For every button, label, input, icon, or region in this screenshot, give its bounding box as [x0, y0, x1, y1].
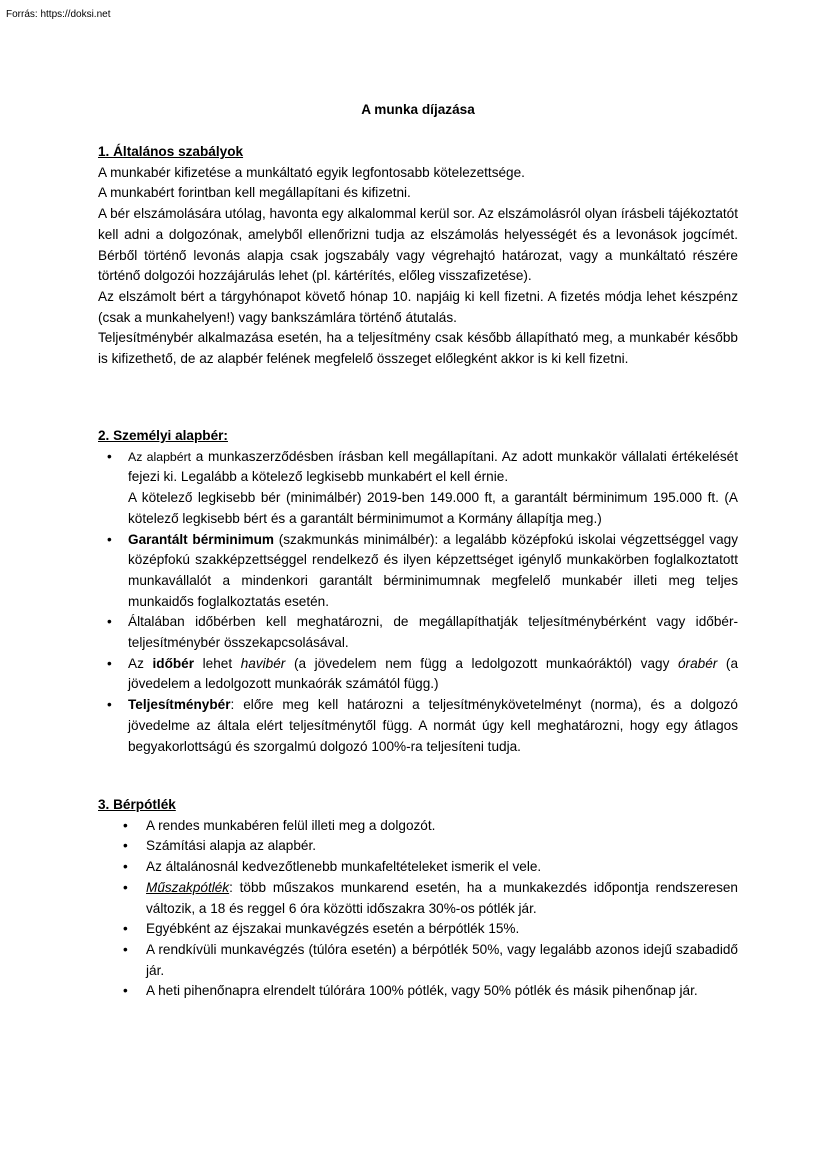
- section-heading: 3. Bérpótlék: [98, 797, 176, 812]
- list-item: • A rendes munkabéren felül illeti meg a dolgozót.: [98, 816, 738, 837]
- list-item: • Számítási alapja az alapbér.: [98, 836, 738, 857]
- list-item: • Az alapbért a munkaszerződésben írásban kell megállapítani. Az adott munkakör vállalati értékelését fejezi ki. Legalább a kötelező legkisebb munkabért el kell érnie.: [98, 447, 738, 488]
- page-title: A munka díjazása: [361, 102, 475, 117]
- list-item: • Egyébként az éjszakai munkavégzés esetén a bérpótlék 15%.: [98, 919, 738, 940]
- bullet-list: [98, 816, 738, 1002]
- section-general-rules: [98, 142, 738, 370]
- bullet-list: [98, 530, 738, 758]
- list-item: • Általában időbérben kell meghatározni, de megállapíthatják teljesítménybérként vagy időbér-teljesítménybér összekapcsolásával.: [98, 612, 738, 653]
- paragraph: Teljesítménybér alkalmazása esetén, ha a teljesítmény csak később állapítható meg, a munkabér később is kifizethető, de az alapbér felének megfelelő összeget előlegként akkor is ki kell fizetni.: [98, 330, 738, 367]
- list-item: • Teljesítménybér: előre meg kell határozni a teljesítménykövetelményt (norma), és a dolgozó jövedelme az általa elért teljesítménytől függ. A normát úgy kell meghatározni, hogy egy átlagos begyakorlottságú és szorgalmú dolgozó 100%-ra teljesíteni tudja.: [98, 695, 738, 757]
- list-item: • Az időbér lehet havibér (a jövedelem nem függ a ledolgozott munkaóráktól) vagy órabér (a jövedelem a ledolgozott munkaórák számától függ.): [98, 654, 738, 695]
- paragraph: A munkabért forintban kell megállapítani és kifizetni.: [98, 185, 411, 201]
- list-item: • Műszakpótlék: több műszakos munkarend esetén, ha a munkakezdés időpontja rendszeresen változik, a 18 és reggel 6 óra közötti időszakra 30%-os pótlék jár.: [98, 878, 738, 919]
- list-item: • A heti pihenőnapra elrendelt túlórára 100% pótlék, vagy 50% pótlék és másik pihenőnap jár.: [98, 981, 738, 1002]
- section-heading: 1. Általános szabályok: [98, 144, 244, 159]
- list-item: • Garantált bérminimum (szakmunkás minimálbér): a legalább középfokú iskolai végzettséggel vagy középfokú szakképzettséggel rendelkező és ilyen képzettséget igénylő munkakörben foglalkoztatott munkavállalót a mindenkori garantált bérminimumnak megfelelő munkabér illeti meg teljes munkaidős foglalkoztatás esetén.: [98, 530, 738, 613]
- section-base-wage: [98, 426, 738, 757]
- source-label: Forrás: https://doksi.net: [6, 9, 111, 20]
- list-item: • Az általánosnál kedvezőtlenebb munkafeltételeket ismerik el vele.: [98, 857, 738, 878]
- paragraph: A munkabér kifizetése a munkáltató egyik legfontosabb kötelezettsége.: [98, 164, 525, 180]
- paragraph: Az elszámolt bért a tárgyhónapot követő hónap 10. napjáig ki kell fizetni. A fizetés módja lehet készpénz (csak a munkahelyen!) vagy bankszámlára történő átutalás.: [98, 288, 738, 325]
- paragraph: A kötelező legkisebb bér (minimálbér) 2019-ben 149.000 ft, a garantált bérminimum 195.000 ft. (A kötelező legkisebb bért és a garantált bérminimumot a Kormány állapítja meg.): [128, 490, 738, 526]
- section-wage-supplement: [98, 795, 738, 1002]
- paragraph: A bér elszámolására utólag, havonta egy alkalommal kerül sor. Az elszámolásról olyan írásbeli tájékoztatót kell adni a dolgozónak, amelyből ellenőrizni tudja az elszámolás helyességét és a levonások jogcímét. Bérből történő levonás alapja csak jogszabály vagy végrehajtó határozat, vagy a munkáltató részére történő dolgozói hozzájárulás lehet (pl. kártérítés, előleg visszafizetése).: [98, 206, 738, 284]
- section-heading: 2. Személyi alapbér:: [98, 428, 228, 443]
- bullet-list: [98, 447, 738, 488]
- list-item: • A rendkívüli munkavégzés (túlóra esetén) a bérpótlék 50%, vagy legalább azonos idejű szabadidő jár.: [98, 940, 738, 981]
